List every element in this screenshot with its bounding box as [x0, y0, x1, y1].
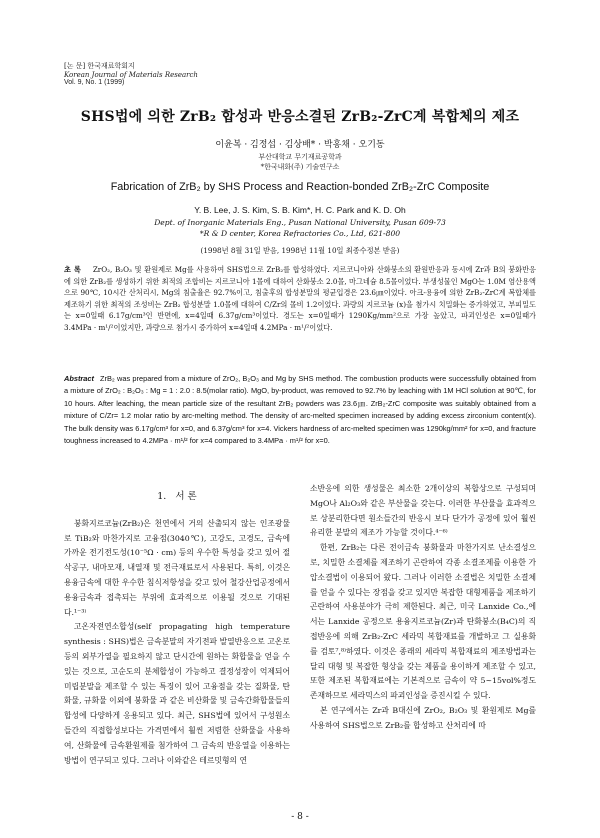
abstract-ko-text: ZrO₂, B₂O₃ 및 환원제로 Mg를 사용하여 SHS법으로 ZrB₂를 합성하였다. 지르코니아와 산화붕소의 환원반응과 동시에 Zr과 B의 붕화반응에 의한 ZrB₂를 생성하기 위한 최적의 조합비는 지르코니아 1몰에 대하여 산화붕소 2.0몰, 마그네슘 8.5몰이었다. 부생성물인 MgO는 1.0M 염산용액으로 90℃, 10시간 산처리시, Mg의 침출율은 92.7%이고, 침출후의 합성분말의 평균입경은 23.6㎛이었다. 아크-용융에 의한 ZrB₂-ZrC계 복합체를 제조하기 위한 최적의 조성비는 ZrB₂ 합성분말 1.0몰에 대하여 C/Zr의 몰비 1.2이었다. 과량의 지르코늄 (x)을 첨가시 치밀화는 증가하였고, 부피밀도는 x=0일때 6.17g/cm³인 반면에, x=4일때 6.37g/cm³이었다. 경도는 x=0일때가 1290Kg/mm²으로 가장 높았고, 파괴인성은 x=0일때가 3.4MPa · m¹/²이었지만, 과량으로 첨가시 증가하여 x=4일때 4.2MPa · m¹/²이었다.: [64, 265, 536, 332]
journal-volume: Vol. 9, No. 1 (1999): [64, 79, 125, 87]
section-heading: [64, 490, 290, 505]
paragraph: 소반응에 의한 생성물은 최소한 2개이상의 복합상으로 구성되며 MgO나 Al₂O₃와 같은 부산물을 갖는다. 이러한 부산물을 효과적으로 상분리한다면 원소들간의 반응시 보다 단가가 공정에 있어 훨씬 유리한 분말의 제조가 가능할 것이다.⁴⁻⁶⁾: [310, 484, 536, 538]
paragraph: 본 연구에서는 Zr과 B대신에 ZrO₂, B₂O₃ 및 환원제로 Mg를 사용하여 SHS법으로 ZrB₂를 합성하고 산처리에 따: [310, 705, 536, 730]
abstract-en-text: ZrB₂ was prepared from a mixture of ZrO₂, B₂O₃ and Mg by SHS method. The combustion products were successfully obtained from a mixture of ZrO₂ : B₂O₃ : Mg = 1 : 2.0 : 8.5(molar ratio). MgO, by-product, was removed to 92.7% by leaching with 1M HCl solution at 90℃, for 10 hours. After leaching, the mean particle size of the resultant ZrB₂ powders was 23.6㎛. ZrB₂-ZrC composite was suitably obtained from a mixture of C/Zr= 1.2 molar ratio by arc-melting method. The density of arc-melted specimen increased by adding excess zirconium content(x). The bulk density was 6.17g/cm³ for x=0, and 6.37g/cm³ for x=4. Vickers hardness of arc-melted specimen was 1290kg/mm² for x=0, and fracture toughness increased to 4.2MPa · m¹/² for x=4 compared to 3.4MPa · m¹/² for x=0.: [64, 374, 536, 446]
journal-name-en: Korean Journal of Materials Research: [64, 70, 198, 79]
body-column-right: [310, 482, 536, 734]
authors-ko: 이윤복 · 김정섭 · 김상배* · 박홍채 · 오기동: [215, 140, 385, 150]
abstract-en-label: Abstract: [64, 374, 94, 383]
paragraph: 고온자전연소합성(self propagating high temperature synthesis : SHS)법은 금속분말의 자기전파 발열반응으로 고온로 등의 외부가열을 필요하지 않고 단시간에 원하는 화합물을 얻을 수 있는 것으로, 고순도의 분체합성이 가능하고 결정성장이 억제되어 미립분말을 제조할 수 있는 특징이 있어 고융점을 갖는 질화물, 탄화물, 규화물 이외에 붕화물 과 같은 비산화물 및 금속간화합물들의 합성에 다양하게 응용되고 있다. 최근, SHS법에 있어서 구성원소들간의 직접합성보다는 가격면에서 훨씬 저렴한 산화물을 사용하여, 산화물에 금속환원제를 첨가하여 그 금속의 반응열을 이용하는 방법이 연구되고 있다. 그러나 이와같은 테르밋형의 연: [64, 622, 290, 765]
affiliations-ko: [60, 152, 540, 172]
paragraph: 붕화지르코늄(ZrB₂)은 천연에서 거의 산출되지 않는 인조광물로 TiB₂와 마찬가지로 고융점(3040℃), 고강도, 고경도, 금속에 가까운 전기전도성(10⁻⁵Ω · cm) 등의 우수한 특성을 갖고 있어 절삭공구, 내마모재, 내열재 및 전극재료로서 사용된다. 특히, 이것은 용융금속에 대한 우수한 침식저항성을 갖고 있어 철강산업공정에서 용융금속과 접촉되는 부위에 효과적으로 이용될 것으로 기대된다.¹⁻³⁾: [64, 518, 290, 617]
paper-title-en: Fabrication of ZrB₂ by SHS Process and Reaction-bonded ZrB₂-ZrC Composite: [110, 181, 490, 193]
affiliation-en-2: *R & D center, Korea Refractories Co., Ltd, 621-800: [199, 228, 401, 238]
affiliations-en: [40, 218, 560, 239]
received-dates: (1998년 8월 31일 받음, 1998년 11월 10일 최종수정본 받음): [200, 246, 400, 255]
paragraph: 한편, ZrB₂는 다른 전이금속 붕화물과 마찬가지로 난소결성으로, 치밀한 소결체를 제조하기 곤란하여 각종 소결조제를 이용한 가압소결법이 이용되어 왔다. 그러나 이러한 소결법은 치밀한 소결체를 얻을 수 있다는 장점을 갖고 있지만 복잡한 대형제품을 제조하기 곤란하여 사용분야가 극히 제한된다. 최근, 미국 Lanxide Co.,에서는 Lanxide 공정으로 용융지르코늄(Zr)과 탄화붕소(B₄C)의 직접반응에 의해 ZrB₂-ZrC 세라믹 복합재료를 개발하고 그 실용화를 검토⁷,⁸⁾하였다. 이것은 종래의 세라믹 복합재료의 제조방법과는 달리 대형 및 복잡한 형상을 갖는 제품을 용이하게 제조할 수 있고, 또한 제조된 복합재료에는 기본적으로 금속이 약 5~15vol%정도 존재하므로 세라믹스의 파괴인성을 증진시킬 수 있다.: [310, 543, 536, 701]
affiliation-en-1: Dept. of Inorganic Materials Eng., Pusan National University, Pusan 609-73: [154, 218, 446, 227]
abstract-ko-label: 초 록: [64, 265, 81, 274]
abstract-en: [64, 373, 536, 447]
section-number: 1.: [157, 491, 167, 502]
journal-name-ko: [논 문] 한국재료학회지: [64, 62, 135, 70]
journal-header: [64, 62, 284, 88]
paper-title-ko: SHS법에 의한 ZrB₂ 합성과 반응소결된 ZrB₂-ZrC계 복합체의 제조: [80, 109, 520, 125]
affiliation-ko-2: *한국내화(주) 기술연구소: [260, 163, 340, 171]
authors-en: Y. B. Lee, J. S. Kim, S. B. Kim*, H. C. Park and K. D. Oh: [194, 205, 406, 215]
body-column-left: [64, 482, 290, 768]
page-number: - 8 -: [291, 812, 309, 822]
affiliation-ko-1: 부산대학교 무기재료공학과: [258, 153, 342, 161]
section-title: 서 론: [175, 491, 197, 502]
abstract-ko: [64, 264, 536, 334]
